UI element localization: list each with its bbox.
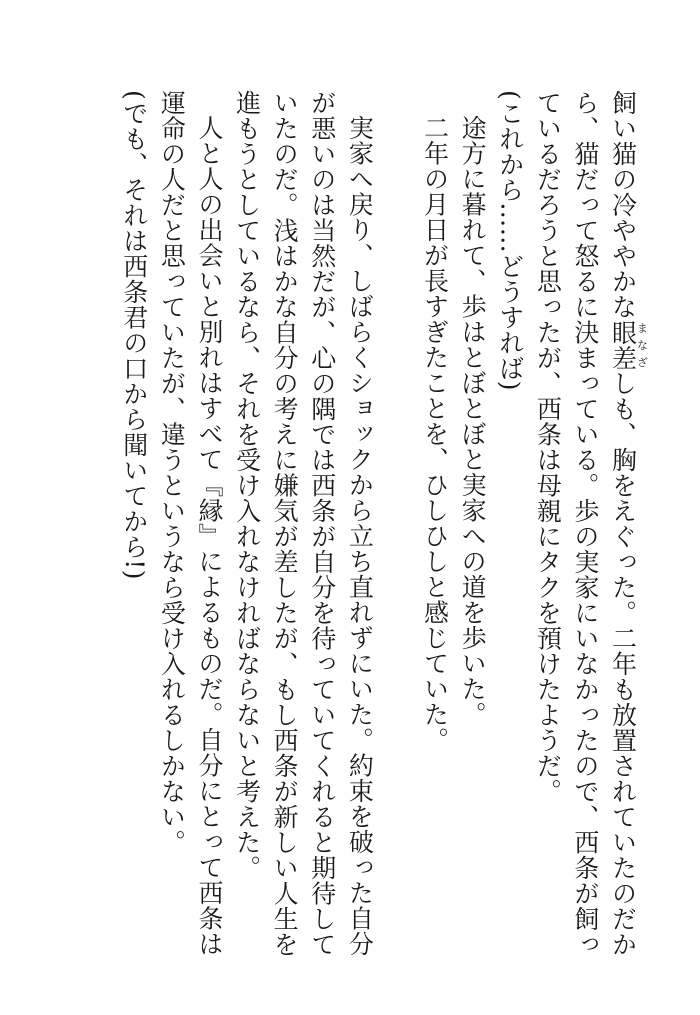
paragraph-6: 人と人の出会いと別れはすべて『縁』によるものだ。自分にとって西条は運命の人だと思っていたが、違うというなら受け入れるしかない。 [157, 90, 224, 957]
paragraph-3: 途方に暮れて、歩はとぼとぼと実家への道を歩いた。 [458, 115, 488, 727]
ruby-base: 眼差 [608, 319, 638, 371]
ruby-manazashi [608, 319, 649, 371]
paragraph-1-text-after: しも、胸をえぐった。二年も放置されていたのだから、猫だって怒るに決まっている。歩の実家にいなかったので、西条が飼っているだろうと思ったが、西条は母親にタクを預けたようだ。 [533, 90, 638, 957]
ruby-reading: まなざ [635, 319, 649, 371]
paragraph-5: 実家へ戻り、しばらくショックから立ち直れずにいた。約束を破った自分が悪いのは当然だが、心の隅では西条が自分を待っていてくれると期待していたのだ。浅はかな自分の考えに嫌気が差したが、もし西条が新しい人生を進もうとしているなら、それを受け入れなければならないと考えた。 [232, 90, 375, 957]
section-break [378, 90, 416, 970]
paragraph-1-text-before: 飼い猫の冷ややかな [608, 90, 638, 320]
paragraph-1 [529, 90, 648, 970]
paragraph-7-inner-thought: (でも、それは西条君の口から聞いてから!) [119, 90, 149, 581]
vertical-text-body [115, 90, 648, 970]
paragraph-4: 二年の月日が長すぎたことを、ひしひしと感じていた。 [420, 115, 450, 753]
paragraph-2-inner-thought: (これから……どうすれば) [495, 90, 525, 392]
